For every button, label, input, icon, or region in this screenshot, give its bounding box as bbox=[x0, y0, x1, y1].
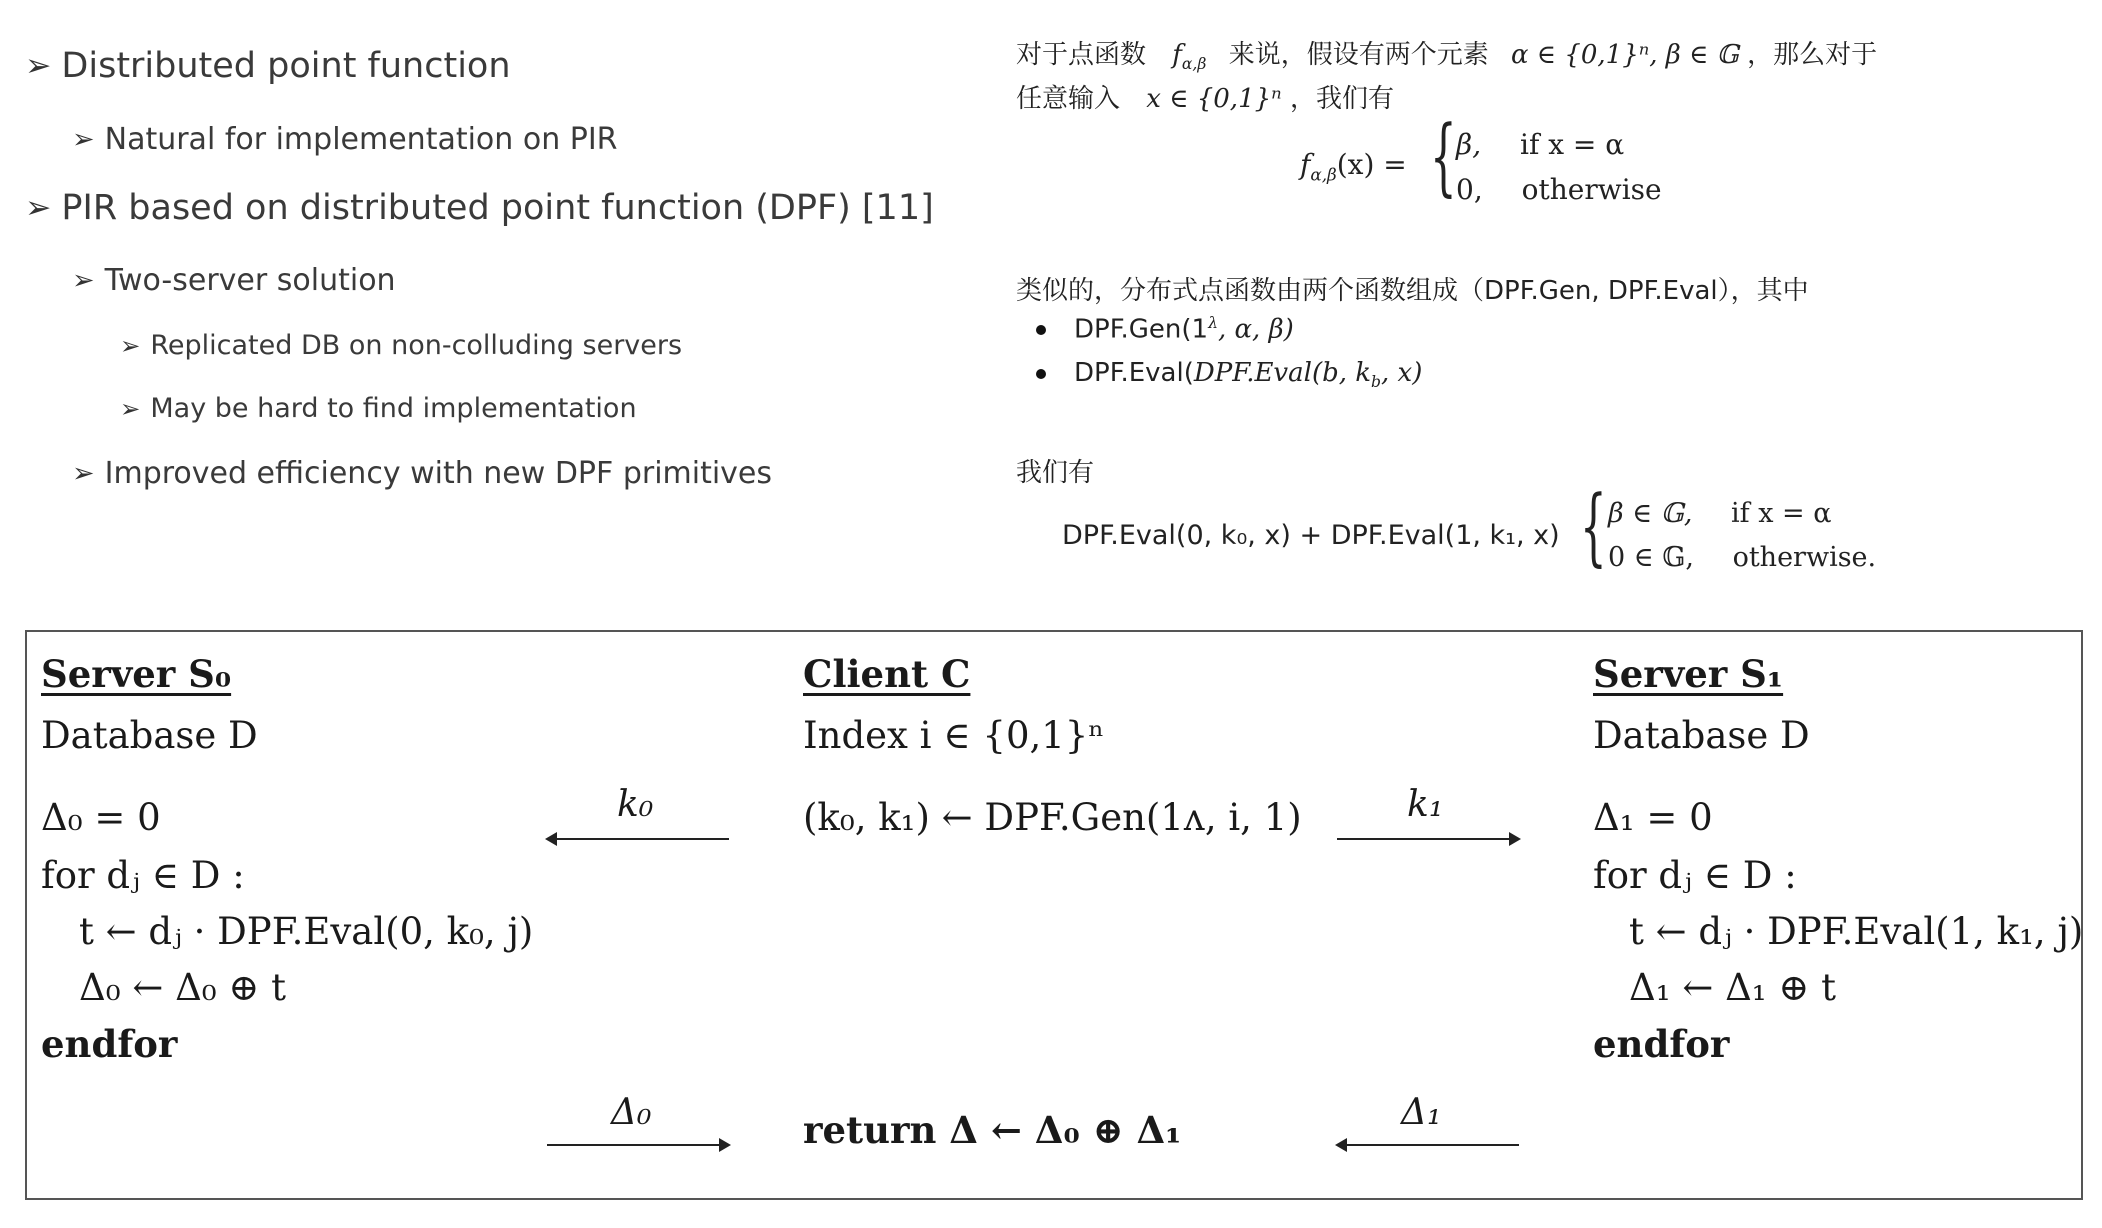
bullet-improved-efficiency bbox=[72, 456, 772, 491]
definition-equation-lhs: $f_{\alpha,\beta}(x)$ = bbox=[1300, 148, 1407, 185]
arrow-d0-right bbox=[547, 1144, 729, 1146]
bullet-hard-impl bbox=[120, 393, 637, 424]
arrow-label-d1: Δ₁ bbox=[1401, 1092, 1442, 1133]
server1-step1: t ← dⱼ · DPF.Eval(1, k₁, j) bbox=[1629, 910, 2084, 953]
definition-case1: β, if x = α bbox=[1456, 128, 1625, 161]
bullet-two-server bbox=[72, 263, 396, 298]
bullet-dot bbox=[1036, 369, 1046, 379]
arrow-label-k0: k₀ bbox=[617, 784, 654, 825]
bullet-text: Distributed point function bbox=[61, 46, 511, 86]
bullet-text: May be hard to find implementation bbox=[150, 393, 637, 424]
dpf-eval-item: DPF.Eval(DPF.Eval(b, $k_b$, x) bbox=[1036, 358, 1422, 391]
server1-end: endfor bbox=[1593, 1022, 1730, 1066]
client-index: Index i ∈ {0,1}ⁿ bbox=[803, 714, 1105, 757]
correctness-brace: { bbox=[1580, 477, 1607, 575]
correctness-intro: 我们有 bbox=[1016, 458, 1095, 488]
bullet-dot bbox=[1036, 325, 1046, 335]
bullet-dpf bbox=[25, 46, 511, 86]
server0-step1: t ← dⱼ · DPF.Eval(0, k₀, j) bbox=[79, 910, 534, 953]
bullet-text: Two-server solution bbox=[104, 263, 396, 298]
arrow-k0-left bbox=[547, 838, 729, 840]
server1-db: Database D bbox=[1593, 714, 1810, 757]
bullet-replicated-db bbox=[120, 330, 682, 361]
correctness-case1: β ∈ 𝔾, if x = α bbox=[1608, 498, 1832, 529]
arrow-bullet-icon: ➢ bbox=[72, 124, 95, 155]
arrow-d1-left bbox=[1337, 1144, 1519, 1146]
arrow-bullet-icon: ➢ bbox=[72, 265, 95, 296]
server1-init: Δ₁ = 0 bbox=[1593, 796, 1713, 839]
client-title: Client C bbox=[803, 652, 971, 696]
definition-case2: 0, otherwise bbox=[1456, 173, 1662, 206]
server1-step2: Δ₁ ← Δ₁ ⊕ t bbox=[1629, 966, 1837, 1009]
correctness-lhs: DPF.Eval(0, k₀, x) + DPF.Eval(1, k₁, x) bbox=[1062, 520, 1560, 551]
arrow-k1-right bbox=[1337, 838, 1519, 840]
server0-end: endfor bbox=[41, 1022, 178, 1066]
server1-loop: for dⱼ ∈ D : bbox=[1593, 854, 1797, 897]
server0-init: Δ₀ = 0 bbox=[41, 796, 161, 839]
client-gen: (k₀, k₁) ← DPF.Gen(1ᴧ, i, 1) bbox=[803, 796, 1302, 839]
client-return: return Δ ← Δ₀ ⊕ Δ₁ bbox=[803, 1108, 1182, 1152]
arrow-bullet-icon: ➢ bbox=[25, 190, 52, 226]
arrow-label-d0: Δ₀ bbox=[611, 1092, 652, 1133]
definition-line1: 对于点函数 $f_{\alpha,\beta}$ 来说，假设有两个元素 α ∈ {0,1}ⁿ, β ∈ 𝔾 ，那么对于 bbox=[1016, 40, 1878, 74]
bullet-natural-pir bbox=[72, 122, 618, 157]
arrow-bullet-icon: ➢ bbox=[120, 394, 141, 423]
dpf-gen-item: $DPF.Gen(1^\lambda$, α, β) bbox=[1036, 314, 1294, 345]
bullet-text: PIR based on distributed point function (DPF) [11] bbox=[61, 188, 934, 228]
server1-title: Server S₁ bbox=[1593, 652, 1784, 696]
arrow-bullet-icon: ➢ bbox=[72, 458, 95, 489]
bullet-pir-dpf bbox=[25, 188, 934, 228]
bullet-text: Replicated DB on non-colluding servers bbox=[150, 330, 683, 361]
dpf-intro: 类似的，分布式点函数由两个函数组成（DPF.Gen, DPF.Eval），其中 bbox=[1016, 276, 1809, 306]
arrow-bullet-icon: ➢ bbox=[120, 331, 141, 360]
server0-title: Server S₀ bbox=[41, 652, 232, 696]
arrow-bullet-icon: ➢ bbox=[25, 48, 52, 84]
definition-line2: 任意输入 x ∈ {0,1}ⁿ ，我们有 bbox=[1016, 84, 1394, 114]
bullet-text: Improved efficiency with new DPF primitives bbox=[104, 456, 773, 491]
correctness-case2: 0 ∈ 𝔾, otherwise. bbox=[1608, 542, 1877, 573]
server0-step2: Δ₀ ← Δ₀ ⊕ t bbox=[79, 966, 287, 1009]
protocol-diagram bbox=[25, 630, 2083, 1200]
definition-brace: { bbox=[1430, 107, 1457, 205]
arrow-label-k1: k₁ bbox=[1407, 784, 1444, 825]
bullet-text: Natural for implementation on PIR bbox=[104, 122, 618, 157]
server0-db: Database D bbox=[41, 714, 258, 757]
server0-loop: for dⱼ ∈ D : bbox=[41, 854, 245, 897]
